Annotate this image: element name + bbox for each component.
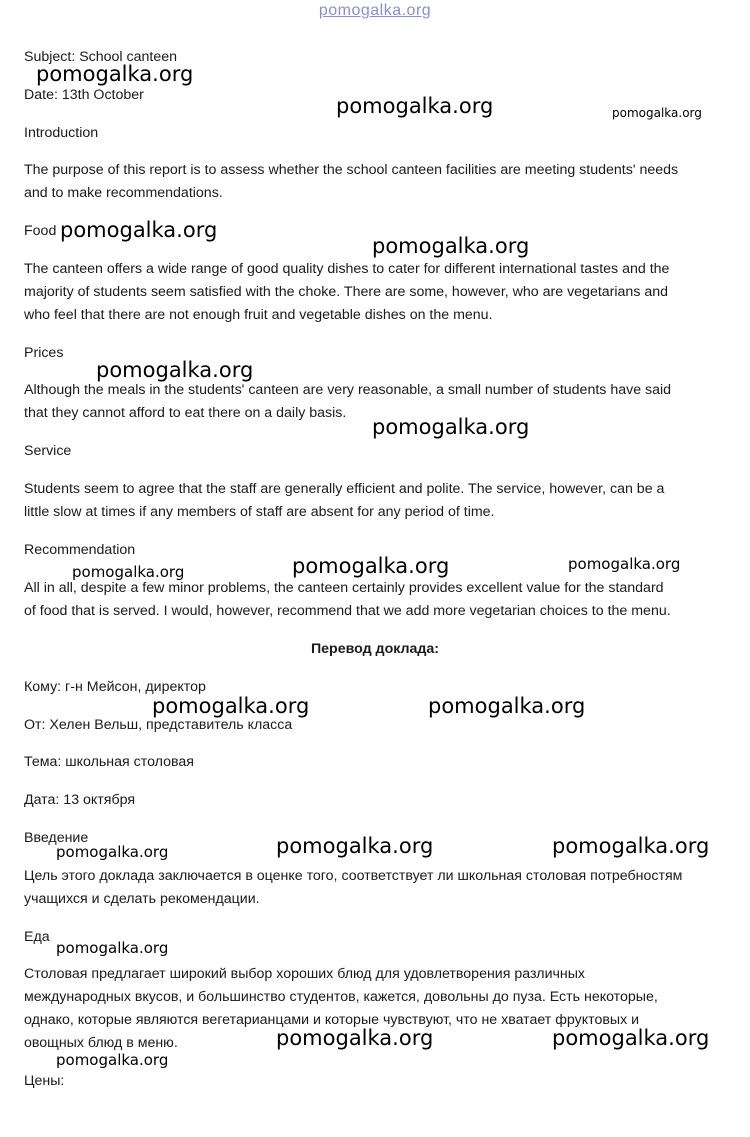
watermark: pomogalka.org xyxy=(276,834,434,858)
watermark: pomogalka.org xyxy=(152,694,310,718)
ru-prices-heading: Цены: xyxy=(24,1073,65,1089)
watermark: pomogalka.org xyxy=(372,234,530,258)
service-text-line: Students seem to agree that the staff are generally efficient and polite. The service, however, can be a xyxy=(24,481,665,497)
food-text-line: majority of students seem satisfied with the choke. There are some, however, who are vegetarians and xyxy=(24,284,669,300)
ru-food-text-line: однако, которые являются вегетарианцами и которые чувствуют, что не хватает фруктовых и xyxy=(24,1012,640,1028)
recommendation-heading: Recommendation xyxy=(24,542,136,558)
watermark: pomogalka.org xyxy=(72,563,185,581)
service-text-line: little slow at times if any members of staff are absent for any period of time. xyxy=(24,504,495,520)
from-line: От: Хелен Вельш, представитель класса xyxy=(24,717,293,733)
subject-line: Subject: School canteen xyxy=(24,49,178,65)
ru-introduction-heading: Введение xyxy=(24,830,89,846)
prices-text-line: Although the meals in the students' canteen are very reasonable, a small number of students have said xyxy=(24,382,672,398)
introduction-heading: Introduction xyxy=(24,125,99,141)
ru-food-text-line: Столовая предлагает широкий выбор хороших блюд для удовлетворения различных xyxy=(24,966,586,982)
ru-food-heading: Еда xyxy=(24,929,50,945)
food-heading: Food xyxy=(24,223,57,239)
watermark: pomogalka.org xyxy=(56,843,169,861)
recommendation-text-line: All in all, despite a few minor problems, the canteen certainly provides excellent value for the standard xyxy=(24,580,664,596)
ru-date-line: Дата: 13 октября xyxy=(24,792,135,808)
watermark: pomogalka.org xyxy=(56,939,169,957)
watermark: pomogalka.org xyxy=(428,694,586,718)
service-heading: Service xyxy=(24,443,72,459)
ru-food-text-line: овощных блюд в меню. xyxy=(24,1035,178,1051)
food-text-line: who feel that there are not enough fruit and vegetable dishes on the menu. xyxy=(24,307,493,323)
watermark: pomogalka.org xyxy=(56,1051,169,1069)
recommendation-text-line: of food that is served. I would, however, recommend that we add more vegetarian choices to the menu. xyxy=(24,603,671,619)
translation-title: Перевод доклада: xyxy=(310,641,440,657)
prices-heading: Prices xyxy=(24,345,64,361)
watermark: pomogalka.org xyxy=(36,62,194,86)
watermark: pomogalka.org xyxy=(60,218,218,242)
watermark: pomogalka.org xyxy=(336,94,494,118)
watermark: pomogalka.org xyxy=(372,415,530,439)
ru-subject-line: Тема: школьная столовая xyxy=(24,754,194,770)
ru-introduction-text-line: Цель этого доклада заключается в оценке того, соответствует ли школьная столовая потребностям xyxy=(24,868,683,884)
watermark: pomogalka.org xyxy=(292,554,450,578)
watermark: pomogalka.org xyxy=(552,1026,710,1050)
food-text-line: The canteen offers a wide range of good quality dishes to cater for different international tastes and the xyxy=(24,261,670,277)
introduction-text-line: The purpose of this report is to assess whether the school canteen facilities are meeting students' needs xyxy=(24,162,679,178)
site-link[interactable]: pomogalka.org xyxy=(318,2,432,19)
watermark: pomogalka.org xyxy=(568,555,681,573)
watermark: pomogalka.org xyxy=(276,1026,434,1050)
watermark: pomogalka.org xyxy=(552,834,710,858)
introduction-text-line: and to make recommendations. xyxy=(24,185,223,201)
watermark: pomogalka.org xyxy=(96,358,254,382)
ru-food-text-line: международных вкусов, и большинство студентов, кажется, довольны до пуза. Есть некоторые, xyxy=(24,989,658,1005)
prices-text-line: that they cannot afford to eat there on a daily basis. xyxy=(24,405,347,421)
to-line: Кому: г-н Мейсон, директор xyxy=(24,679,206,695)
date-line: Date: 13th October xyxy=(24,87,144,103)
watermark: pomogalka.org xyxy=(612,106,702,120)
ru-introduction-text-line: учащихся и сделать рекомендации. xyxy=(24,891,260,907)
